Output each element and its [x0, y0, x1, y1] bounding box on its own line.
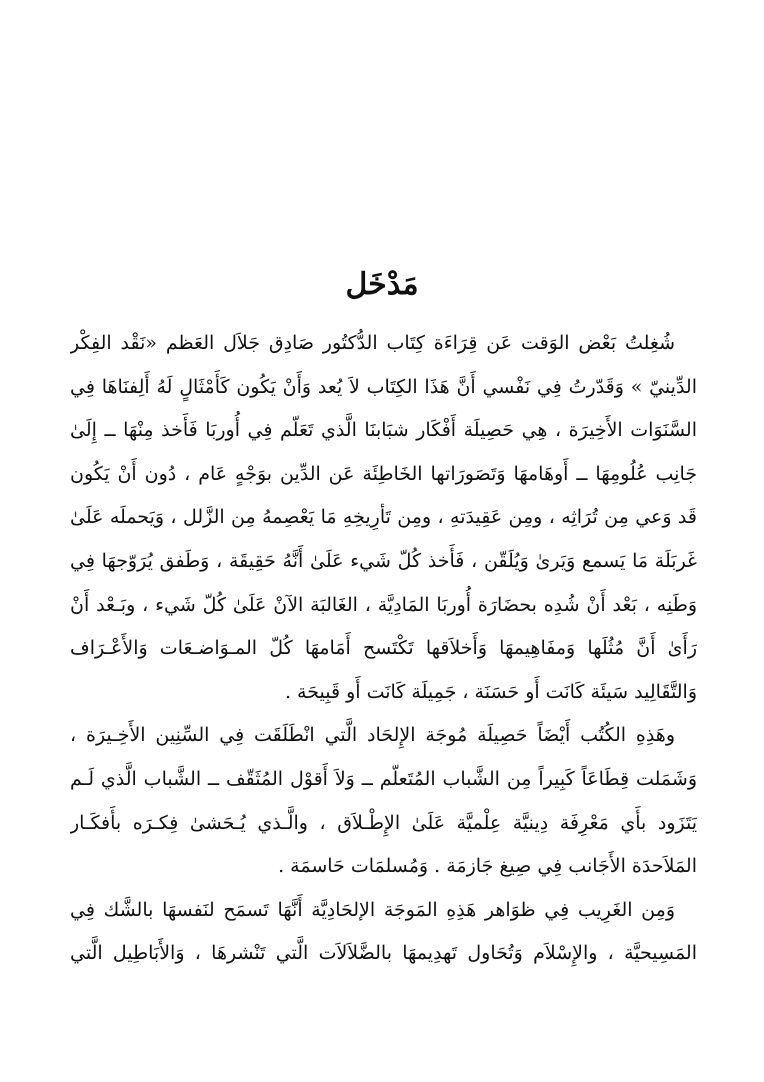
text-line: يَتَزَود بأَي مَعْرِفَة دِينيَّة عِلْميَّة عَلَىٰ الإِطْـلاَق ، والَّـذي يُـحَشىٰ فِكـرَه بأَفكَـار [70, 811, 697, 834]
text-line: وَالتَّقَالِيد سَيئَة كَانَت أَو حَسَنَة ، جَمِيلَة كَانَت أَو قَبِيحَة . [284, 680, 697, 703]
page-title: مَدْخَل [345, 267, 419, 302]
text-line: وَشَمَلت قِطَاعَاً كَبِيراً مِن الشَّباب المُتَعلّم ــ وَلاَ أَقوْل المُثَقّف ــ الشَّباب الَّذي لَـم [70, 767, 697, 790]
text-line: شُغِلتُ بَعْض الوَقت عَن قِرَاءَة كِتَاب الدُّكتُور صَادِق جَلاَل العَظم «نَقْد الفِكْر [70, 332, 675, 354]
text-line: وهَذِهِ الكُتُب أَيْضَاً حَصِيلَة مُوجَة الإِلحَاد الَّتي انْطَلَقَت فِي السِّنِين الأَخِـيرَة ، [70, 724, 675, 747]
text-line: السَّنَوَات الأَخِيرَة ، هِي حَصِيلَة أَفْكَار شبَابنَا الَّذي تَعَلّم فِي أُوربَا فَأَخذ مِنْهَا ــ إِلَىٰ [70, 419, 697, 442]
body-text [70, 322, 697, 976]
text-line: المَسِيحيَّة ، والإِسْلاَم وَتُحَاول تَهدِيمهَا بالضَّلاَلاَت الَّتي تَنْشرهَا ، وَالأَبَاطِيل الَّتي [70, 942, 697, 965]
text-line: غَربَلَة مَا يَسمع وَيَرىٰ وَيُلَقّن ، فَأَخذ كُلّ شَيء عَلَىٰ أَنَّهُ حَقِيقَة ، وَطَفق يُرَوّجهَا فِي [70, 549, 697, 572]
text-line: رَأَىٰ أَنَّ مُثُلَها وَمفَاهِيمهَا وَأَخلاَقها تَكْتَسح أَمَامهَا كُلّ المـوَاضـعَات وَالأَعْـرَاف [70, 637, 697, 660]
paragraph [70, 322, 697, 714]
paragraph [70, 714, 697, 888]
text-line: المَلاَحدَة الأَجَانب فِي صِيغ جَازمَة . وَمُسلمَات حَاسمَة . [278, 855, 697, 878]
text-line: الدِّينيّ » وَقَدّرتُ فِي نَفْسي أَنَّ هَذَا الكِتَاب لاَ يُعد وَأَنْ يَكُون كَأَمْثَالٍ لَهُ أَلِفنَاهَا فِي [70, 375, 697, 398]
text-line: وَمِن الغَرِيب فِي ظوَاهر هَذِهِ المَوجَة الإلحَادِيَّة أَنَّهَا تَسمَح لنَفسهَا بالشَّك فِي [70, 898, 675, 921]
text-line: جَانِب عُلُومِهَا ــ أَوهَامهَا وَتَصَورَاتها الخَاطِئَة عَن الدِّين بوَجْهٍ عَام ، دُون أَنْ يَكُون [70, 462, 697, 485]
text-line: وَطَنِه ، بَعْد أَنْ شُدِه بحضَارَة أُوربَا المَادِيَّة ، الغَالبَة الآنْ عَلَىٰ كُلّ شَيء ، وبَـعْد أَنْ [70, 593, 697, 616]
paragraph [70, 889, 697, 976]
text-line: قَد وَعي مِن تُرَاثِه ، ومِن عَقِيدَتهِ ، ومِن تَأرِيخِهِ مَا يَعْصِمهُ مِن الزَّلل ، وَيَحملَه عَلَىٰ [70, 506, 697, 529]
